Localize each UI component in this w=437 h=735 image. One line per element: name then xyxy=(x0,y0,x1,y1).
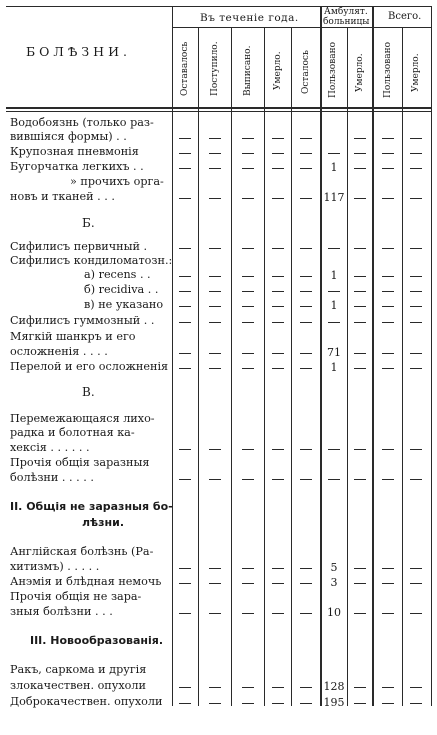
empty-cell-dash xyxy=(242,353,254,354)
empty-cell-dash xyxy=(354,138,366,139)
empty-cell-dash xyxy=(179,306,191,307)
row-label: Перемежающаяся лихо- xyxy=(10,412,155,425)
empty-cell-dash xyxy=(179,687,191,688)
empty-cell-dash xyxy=(410,276,422,277)
col-header-admitted: Поступило. xyxy=(210,41,220,96)
empty-cell-dash xyxy=(272,449,284,450)
empty-cell-dash xyxy=(179,613,191,614)
empty-cell-dash xyxy=(300,138,312,139)
empty-cell-dash xyxy=(242,449,254,450)
col-header-total-treated: Пользовано xyxy=(383,41,393,98)
col-rule xyxy=(402,27,403,706)
empty-cell-dash xyxy=(272,353,284,354)
empty-cell-dash xyxy=(382,248,394,249)
empty-cell-dash xyxy=(209,138,221,139)
ambulatory-header-line1: Амбулят. xyxy=(324,7,368,17)
value-cell: 1 xyxy=(330,269,338,282)
row-label: радка и болотная ка- xyxy=(10,426,135,439)
empty-cell-dash xyxy=(382,687,394,688)
col-header-remained-end: Осталось xyxy=(301,50,311,94)
empty-cell-dash xyxy=(272,583,284,584)
empty-cell-dash xyxy=(354,583,366,584)
empty-cell-dash xyxy=(242,583,254,584)
empty-cell-dash xyxy=(300,198,312,199)
empty-cell-dash xyxy=(382,306,394,307)
empty-cell-dash xyxy=(272,248,284,249)
empty-cell-dash xyxy=(382,583,394,584)
empty-cell-dash xyxy=(209,613,221,614)
empty-cell-dash xyxy=(354,306,366,307)
empty-cell-dash xyxy=(328,322,340,323)
empty-cell-dash xyxy=(272,138,284,139)
empty-cell-dash xyxy=(179,479,191,480)
empty-cell-dash xyxy=(209,687,221,688)
empty-cell-dash xyxy=(382,198,394,199)
empty-cell-dash xyxy=(242,368,254,369)
row-label: Англійская болѣзнь (Ра- xyxy=(10,545,154,558)
row-label: в) не указано xyxy=(84,298,164,311)
empty-cell-dash xyxy=(410,613,422,614)
empty-cell-dash xyxy=(272,153,284,154)
value-cell: 10 xyxy=(327,606,341,619)
col-header-discharged: Выписано. xyxy=(243,45,253,96)
empty-cell-dash xyxy=(354,613,366,614)
empty-cell-dash xyxy=(410,368,422,369)
row-label: Водобоязнь (только раз- xyxy=(10,116,154,129)
empty-cell-dash xyxy=(242,703,254,704)
empty-cell-dash xyxy=(179,368,191,369)
empty-cell-dash xyxy=(242,138,254,139)
empty-cell-dash xyxy=(209,322,221,323)
empty-cell-dash xyxy=(410,322,422,323)
row-label: зныя болѣзни . . . xyxy=(10,605,113,618)
empty-cell-dash xyxy=(179,276,191,277)
empty-cell-dash xyxy=(410,703,422,704)
col-rule xyxy=(320,6,322,706)
empty-cell-dash xyxy=(354,449,366,450)
row-label: б) recidiva . . xyxy=(84,283,159,296)
value-cell: 5 xyxy=(330,561,338,574)
col-rule xyxy=(372,6,374,706)
empty-cell-dash xyxy=(300,449,312,450)
empty-cell-dash xyxy=(179,583,191,584)
empty-cell-dash xyxy=(300,368,312,369)
empty-cell-dash xyxy=(382,168,394,169)
empty-cell-dash xyxy=(272,291,284,292)
row-label: осложненія . . . . xyxy=(10,345,108,358)
col-header-remained-start: Оставалось xyxy=(180,41,190,96)
row-label: » прочихъ орга- xyxy=(70,175,164,188)
row-label: Сифилисъ гуммозный . . xyxy=(10,314,155,327)
row-label: Перелой и его осложненія xyxy=(10,360,169,373)
empty-cell-dash xyxy=(209,153,221,154)
empty-cell-dash xyxy=(242,687,254,688)
col-header-died: Умерло. xyxy=(273,51,283,90)
empty-cell-dash xyxy=(272,276,284,277)
empty-cell-dash xyxy=(410,449,422,450)
empty-cell-dash xyxy=(209,583,221,584)
row-label: Прочія общія не зара- xyxy=(10,590,142,603)
empty-cell-dash xyxy=(300,568,312,569)
empty-cell-dash xyxy=(209,291,221,292)
col-rule xyxy=(431,6,432,706)
empty-cell-dash xyxy=(179,248,191,249)
value-cell: 1 xyxy=(330,161,338,174)
row-label: Ракъ, саркома и другія xyxy=(10,663,147,676)
col-header-amb-treated: Пользовано xyxy=(328,41,338,98)
empty-cell-dash xyxy=(382,449,394,450)
row-label: Бугорчатка легкихъ . . xyxy=(10,160,144,173)
empty-cell-dash xyxy=(354,687,366,688)
ambulatory-header-line2: больницы xyxy=(323,17,370,27)
empty-cell-dash xyxy=(179,153,191,154)
empty-cell-dash xyxy=(242,153,254,154)
col-rule xyxy=(198,27,199,706)
empty-cell-dash xyxy=(179,291,191,292)
row-label: а) recens . . xyxy=(84,268,151,281)
empty-cell-dash xyxy=(300,613,312,614)
empty-cell-dash xyxy=(354,153,366,154)
empty-cell-dash xyxy=(209,368,221,369)
empty-cell-dash xyxy=(179,168,191,169)
empty-cell-dash xyxy=(382,153,394,154)
empty-cell-dash xyxy=(242,306,254,307)
col-rule xyxy=(347,27,348,706)
empty-cell-dash xyxy=(410,568,422,569)
empty-cell-dash xyxy=(382,276,394,277)
section-heading: III. Новообразованія. xyxy=(30,634,164,647)
empty-cell-dash xyxy=(242,248,254,249)
empty-cell-dash xyxy=(328,479,340,480)
empty-cell-dash xyxy=(410,583,422,584)
value-cell: 71 xyxy=(327,346,341,359)
row-label: хексія . . . . . . xyxy=(10,441,90,454)
group-rule-total xyxy=(374,27,432,28)
section-letter: Б. xyxy=(82,216,95,230)
col-rule xyxy=(172,6,173,706)
empty-cell-dash xyxy=(272,568,284,569)
empty-cell-dash xyxy=(410,479,422,480)
empty-cell-dash xyxy=(328,449,340,450)
value-cell: 117 xyxy=(323,191,345,204)
empty-cell-dash xyxy=(272,368,284,369)
empty-cell-dash xyxy=(382,322,394,323)
col-header-total-died: Умерло. xyxy=(411,53,421,92)
empty-cell-dash xyxy=(272,198,284,199)
empty-cell-dash xyxy=(272,322,284,323)
during-year-header: Въ теченіе года. xyxy=(200,12,299,24)
empty-cell-dash xyxy=(410,291,422,292)
row-label: Мягкій шанкръ и его xyxy=(10,330,136,343)
empty-cell-dash xyxy=(410,198,422,199)
value-cell: 1 xyxy=(330,361,338,374)
empty-cell-dash xyxy=(209,568,221,569)
row-label: Сифилисъ первичный . xyxy=(10,240,148,253)
empty-cell-dash xyxy=(354,291,366,292)
empty-cell-dash xyxy=(242,291,254,292)
row-label: хитизмъ) . . . . . xyxy=(10,560,100,573)
empty-cell-dash xyxy=(300,248,312,249)
col-rule xyxy=(264,27,265,706)
empty-cell-dash xyxy=(382,479,394,480)
row-label: Сифилисъ кондиломатозн.: xyxy=(10,254,173,267)
row-label: Крупозная пневмонія xyxy=(10,145,139,158)
row-label: Анэмія и блѣдная немочь xyxy=(10,575,162,588)
empty-cell-dash xyxy=(410,687,422,688)
empty-cell-dash xyxy=(179,322,191,323)
empty-cell-dash xyxy=(179,703,191,704)
empty-cell-dash xyxy=(354,353,366,354)
empty-cell-dash xyxy=(328,153,340,154)
empty-cell-dash xyxy=(300,479,312,480)
value-cell: 195 xyxy=(323,696,345,709)
empty-cell-dash xyxy=(209,479,221,480)
total-header: Всего. xyxy=(388,11,422,22)
empty-cell-dash xyxy=(300,153,312,154)
diseases-header: БОЛѢЗНИ. xyxy=(26,44,131,59)
empty-cell-dash xyxy=(410,153,422,154)
empty-cell-dash xyxy=(242,479,254,480)
empty-cell-dash xyxy=(354,479,366,480)
empty-cell-dash xyxy=(242,613,254,614)
empty-cell-dash xyxy=(209,449,221,450)
empty-cell-dash xyxy=(272,703,284,704)
empty-cell-dash xyxy=(242,322,254,323)
empty-cell-dash xyxy=(382,568,394,569)
empty-cell-dash xyxy=(209,703,221,704)
empty-cell-dash xyxy=(209,168,221,169)
empty-cell-dash xyxy=(209,198,221,199)
row-label: Доброкачествен. опухоли xyxy=(10,695,163,708)
row-label: злокачествен. опухоли xyxy=(10,679,146,692)
empty-cell-dash xyxy=(410,248,422,249)
empty-cell-dash xyxy=(272,168,284,169)
empty-cell-dash xyxy=(382,291,394,292)
empty-cell-dash xyxy=(354,322,366,323)
empty-cell-dash xyxy=(382,353,394,354)
empty-cell-dash xyxy=(382,138,394,139)
section-heading: II. Общія не заразныя бо- xyxy=(10,500,173,513)
empty-cell-dash xyxy=(242,276,254,277)
empty-cell-dash xyxy=(272,479,284,480)
empty-cell-dash xyxy=(328,248,340,249)
empty-cell-dash xyxy=(354,168,366,169)
empty-cell-dash xyxy=(354,703,366,704)
header-bottom-rule-thin xyxy=(6,111,432,112)
empty-cell-dash xyxy=(382,613,394,614)
value-cell: 128 xyxy=(323,680,345,693)
col-rule xyxy=(231,27,232,706)
empty-cell-dash xyxy=(300,353,312,354)
empty-cell-dash xyxy=(300,322,312,323)
empty-cell-dash xyxy=(272,613,284,614)
empty-cell-dash xyxy=(209,353,221,354)
top-border xyxy=(6,6,432,7)
empty-cell-dash xyxy=(272,306,284,307)
empty-cell-dash xyxy=(410,138,422,139)
empty-cell-dash xyxy=(410,168,422,169)
empty-cell-dash xyxy=(300,687,312,688)
empty-cell-dash xyxy=(179,353,191,354)
empty-cell-dash xyxy=(179,138,191,139)
empty-cell-dash xyxy=(354,276,366,277)
empty-cell-dash xyxy=(328,291,340,292)
empty-cell-dash xyxy=(354,368,366,369)
empty-cell-dash xyxy=(242,198,254,199)
empty-cell-dash xyxy=(242,168,254,169)
empty-cell-dash xyxy=(179,198,191,199)
empty-cell-dash xyxy=(410,353,422,354)
value-cell: 1 xyxy=(330,299,338,312)
empty-cell-dash xyxy=(382,703,394,704)
row-label: Прочія общія заразныя xyxy=(10,456,150,469)
empty-cell-dash xyxy=(179,449,191,450)
empty-cell-dash xyxy=(209,276,221,277)
group-rule-year xyxy=(172,27,320,28)
empty-cell-dash xyxy=(209,306,221,307)
col-rule xyxy=(291,27,292,706)
empty-cell-dash xyxy=(354,248,366,249)
section-heading: лѣзни. xyxy=(82,516,125,529)
empty-cell-dash xyxy=(179,568,191,569)
empty-cell-dash xyxy=(209,248,221,249)
empty-cell-dash xyxy=(410,306,422,307)
empty-cell-dash xyxy=(300,306,312,307)
empty-cell-dash xyxy=(300,583,312,584)
empty-cell-dash xyxy=(242,568,254,569)
empty-cell-dash xyxy=(272,687,284,688)
row-label: болѣзни . . . . . xyxy=(10,471,94,484)
empty-cell-dash xyxy=(300,276,312,277)
empty-cell-dash xyxy=(354,198,366,199)
row-label: новъ и тканей . . . xyxy=(10,190,115,203)
row-label: вившіяся формы) . . xyxy=(10,130,127,143)
empty-cell-dash xyxy=(354,568,366,569)
empty-cell-dash xyxy=(300,703,312,704)
value-cell: 3 xyxy=(330,576,338,589)
header-bottom-rule xyxy=(6,107,432,109)
section-letter: В. xyxy=(82,385,95,399)
empty-cell-dash xyxy=(300,168,312,169)
col-header-amb-died: Умерло. xyxy=(355,53,365,92)
empty-cell-dash xyxy=(382,368,394,369)
empty-cell-dash xyxy=(300,291,312,292)
